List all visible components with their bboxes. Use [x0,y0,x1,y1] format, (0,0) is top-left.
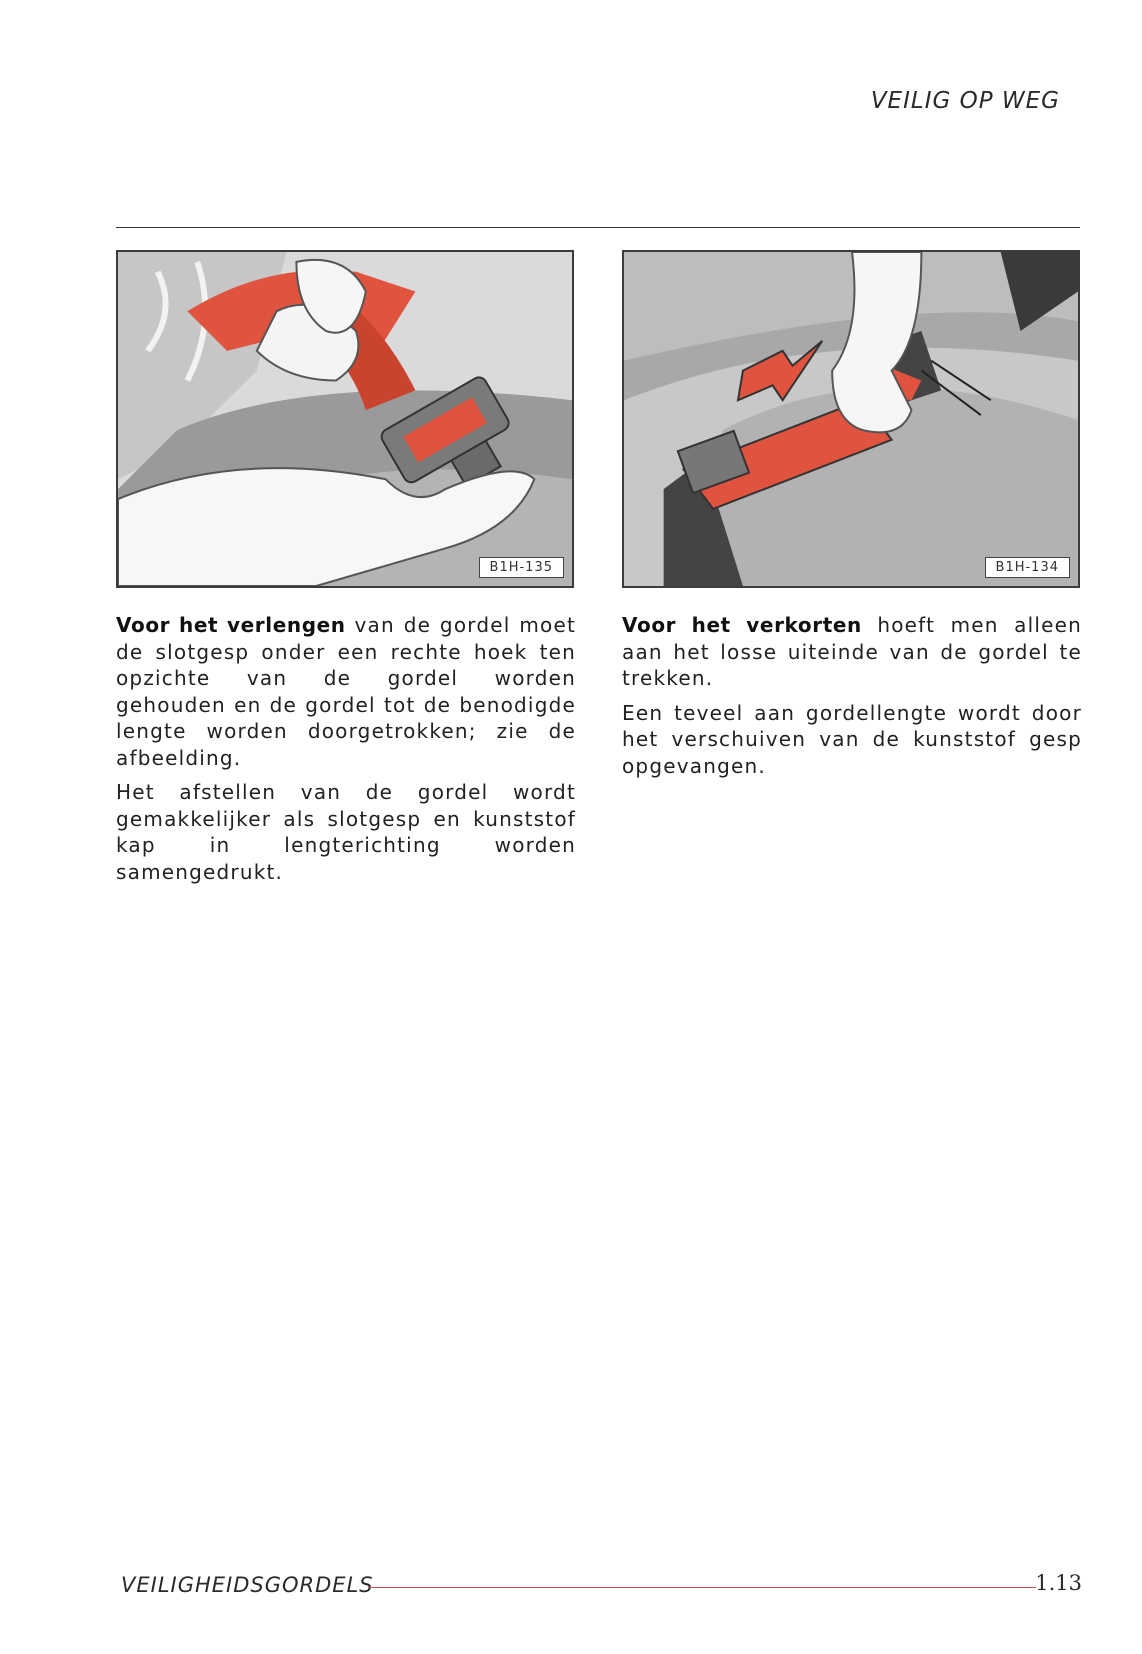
paragraph-text: van de gordel moet de slotgesp onder een rechte hoek ten opzichte van de gordel worden gehouden en de gordel tot de benodigde lengte worden doorgetrokken; zie de afbeelding. [116,613,576,770]
footer-divider [368,1587,1036,1588]
paragraph-adjusting: Het afstellen van de gordel wordt gemakkelijker als slotgesp en kunststof kap in lengterichting worden samengedrukt. [116,780,576,884]
footer-chapter-title: VEILIGHEIDSGORDELS [121,1573,374,1597]
illustration-belt-lengthening [116,250,574,588]
belt-lengthening-drawing [118,252,572,586]
belt-shortening-drawing [624,252,1078,586]
page-number: 1.13 [1035,1571,1082,1595]
illustration-belt-shortening [622,250,1080,588]
bold-lead-lengthening: Voor het verlengen [116,613,346,637]
section-title: VEILIG OP WEG [870,88,1060,114]
paragraph-lengthening [116,612,576,771]
paragraph-shortening [622,612,1082,692]
paragraph-text: hoeft men alleen aan het losse uiteinde van de gordel te trekken. [622,613,1082,690]
paragraph-excess-length: Een teveel aan gordellengte wordt door het verschuiven van de kunststof gesp opgevangen. [622,700,1082,778]
figure-code-label: B1H-134 [985,557,1070,578]
bold-lead-shortening: Voor het verkorten [622,613,862,637]
right-text-column [622,612,1082,787]
header-divider [116,227,1080,228]
figure-code-label: B1H-135 [479,557,564,578]
left-text-column [116,612,576,893]
